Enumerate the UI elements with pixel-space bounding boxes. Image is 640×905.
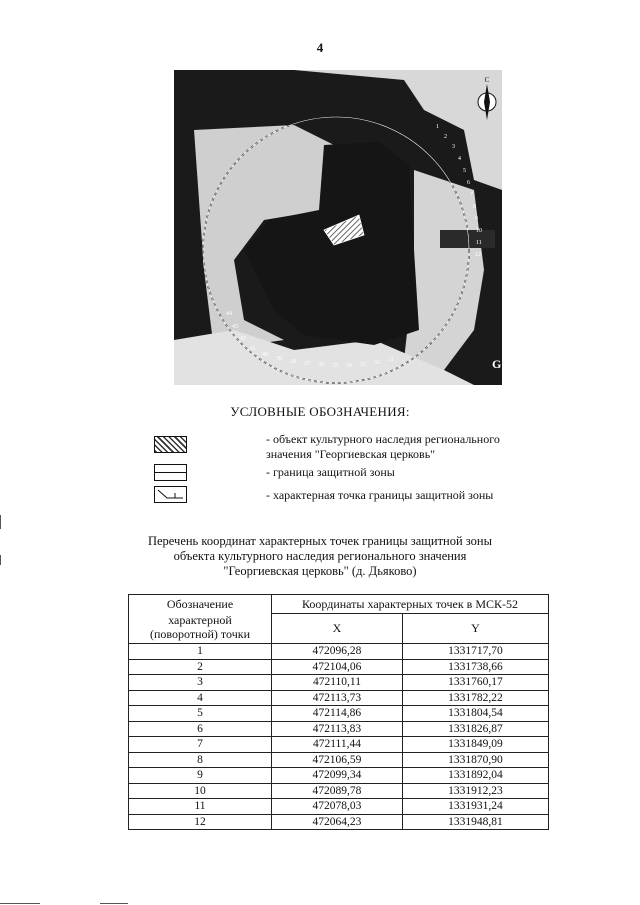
- point-marker-icon: [154, 486, 187, 503]
- y-coordinate-cell: 1331849,09: [402, 737, 548, 753]
- point-label: 7: [470, 192, 473, 198]
- y-coordinate-cell: 1331738,66: [402, 659, 548, 675]
- x-coordinate-cell: 472113,83: [272, 721, 403, 737]
- y-coordinate-cell: 1331912,23: [402, 783, 548, 799]
- y-coordinate-cell: 1331931,24: [402, 799, 548, 815]
- header-line: Обозначение: [166, 597, 234, 611]
- point-label: 34: [346, 363, 352, 369]
- x-coordinate-cell: 472110,11: [272, 675, 403, 691]
- x-coordinate-cell: 472104,06: [272, 659, 403, 675]
- point-label: 31: [388, 357, 394, 363]
- legend-text: - граница защитной зоны: [266, 465, 395, 479]
- list-title-line: Перечень координат характерных точек границы защитной зоны: [147, 534, 493, 548]
- list-title-line: объекта культурного наследия регионального значения: [173, 549, 467, 563]
- table-row: [129, 721, 549, 737]
- scan-edge-mark: [100, 903, 128, 904]
- point-number-cell: 9: [129, 768, 272, 784]
- x-coordinate-cell: 472106,59: [272, 752, 403, 768]
- x-coordinate-cell: 472078,03: [272, 799, 403, 815]
- coordinates-group-header: Координаты характерных точек в МСК-52: [272, 595, 549, 614]
- y-coordinate-cell: 1331804,54: [402, 706, 548, 722]
- y-coordinate-cell: 1331717,70: [402, 644, 548, 660]
- point-number-cell: 3: [129, 675, 272, 691]
- x-coordinate-cell: 472089,78: [272, 783, 403, 799]
- x-coordinate-cell: 472099,34: [272, 768, 403, 784]
- point-label: 1: [436, 124, 439, 130]
- point-label: 3: [452, 144, 455, 150]
- point-label: 38: [290, 359, 296, 365]
- map-corner-label: G: [492, 357, 502, 371]
- point-number-cell: 4: [129, 690, 272, 706]
- coordinates-table: [128, 594, 549, 830]
- point-label: 5: [463, 168, 466, 174]
- point-label: 44: [226, 311, 232, 317]
- point-number-cell: 6: [129, 721, 272, 737]
- legend-text: - объект культурного наследия регионального: [266, 432, 500, 446]
- table-row: [129, 644, 549, 660]
- page-number: 4: [316, 40, 324, 55]
- point-label: 32: [374, 360, 380, 366]
- hatched-rectangle-icon: [154, 436, 187, 453]
- table-row: [129, 768, 549, 784]
- line-rectangle-icon: [154, 464, 187, 481]
- table-row: [129, 799, 549, 815]
- x-column-header: X: [272, 614, 403, 644]
- point-label: 43: [232, 324, 238, 330]
- point-number-cell: 5: [129, 706, 272, 722]
- x-coordinate-cell: 472114,86: [272, 706, 403, 722]
- header-line: (поворотной) точки: [150, 627, 250, 641]
- legend-item-point: [266, 488, 493, 503]
- point-label: 10: [476, 228, 482, 234]
- point-number-cell: 10: [129, 783, 272, 799]
- y-coordinate-cell: 1331826,87: [402, 721, 548, 737]
- legend-text: значения "Георгиевская церковь": [266, 447, 436, 461]
- north-label: С: [484, 76, 490, 84]
- point-label: 36: [318, 362, 324, 368]
- table-row: [129, 675, 549, 691]
- point-number-cell: 7: [129, 737, 272, 753]
- point-label: 41: [250, 346, 256, 352]
- table-row: [129, 814, 549, 830]
- legend-text: - характерная точка границы защитной зоны: [266, 488, 494, 502]
- point-label: 9: [475, 216, 478, 222]
- header-line: характерной: [168, 613, 232, 627]
- y-column-header: Y: [402, 614, 548, 644]
- list-title-line: "Георгиевская церковь" (д. Дьяково): [223, 564, 417, 578]
- table-row: [129, 752, 549, 768]
- point-label: 37: [304, 361, 310, 367]
- table-row: [129, 706, 549, 722]
- legend-title: УСЛОВНЫЕ ОБОЗНАЧЕНИЯ:: [230, 404, 410, 419]
- x-coordinate-cell: 472111,44: [272, 737, 403, 753]
- point-label: 39: [276, 356, 282, 362]
- y-coordinate-cell: 1331760,17: [402, 675, 548, 691]
- protection-zone-map: [174, 70, 502, 385]
- coordinates-list-title: [0, 534, 640, 579]
- x-coordinate-cell: 472113,73: [272, 690, 403, 706]
- point-label: 12: [475, 252, 481, 258]
- x-coordinate-cell: 472096,28: [272, 644, 403, 660]
- point-label: 2: [444, 134, 447, 140]
- point-label: 4: [458, 156, 461, 162]
- point-label: 11: [476, 240, 482, 246]
- legend-item-object: [266, 432, 500, 462]
- table-row: [129, 737, 549, 753]
- y-coordinate-cell: 1331948,81: [402, 814, 548, 830]
- y-coordinate-cell: 1331782,22: [402, 690, 548, 706]
- table-row: [129, 690, 549, 706]
- point-label: 8: [473, 204, 476, 210]
- point-label: 40: [262, 352, 268, 358]
- point-designation-header: [129, 595, 272, 644]
- point-label: 33: [360, 362, 366, 368]
- scan-edge-mark: [0, 515, 1, 529]
- point-label: 6: [467, 180, 470, 186]
- x-coordinate-cell: 472064,23: [272, 814, 403, 830]
- table-row: [129, 783, 549, 799]
- point-number-cell: 8: [129, 752, 272, 768]
- table-row: [129, 659, 549, 675]
- point-number-cell: 11: [129, 799, 272, 815]
- point-label: 35: [332, 363, 338, 369]
- point-number-cell: 12: [129, 814, 272, 830]
- y-coordinate-cell: 1331870,90: [402, 752, 548, 768]
- legend-item-boundary: [266, 465, 395, 480]
- y-coordinate-cell: 1331892,04: [402, 768, 548, 784]
- scan-edge-mark: [0, 555, 1, 565]
- scan-edge-mark: [0, 903, 40, 904]
- point-label: 42: [240, 336, 246, 342]
- point-number-cell: 1: [129, 644, 272, 660]
- point-number-cell: 2: [129, 659, 272, 675]
